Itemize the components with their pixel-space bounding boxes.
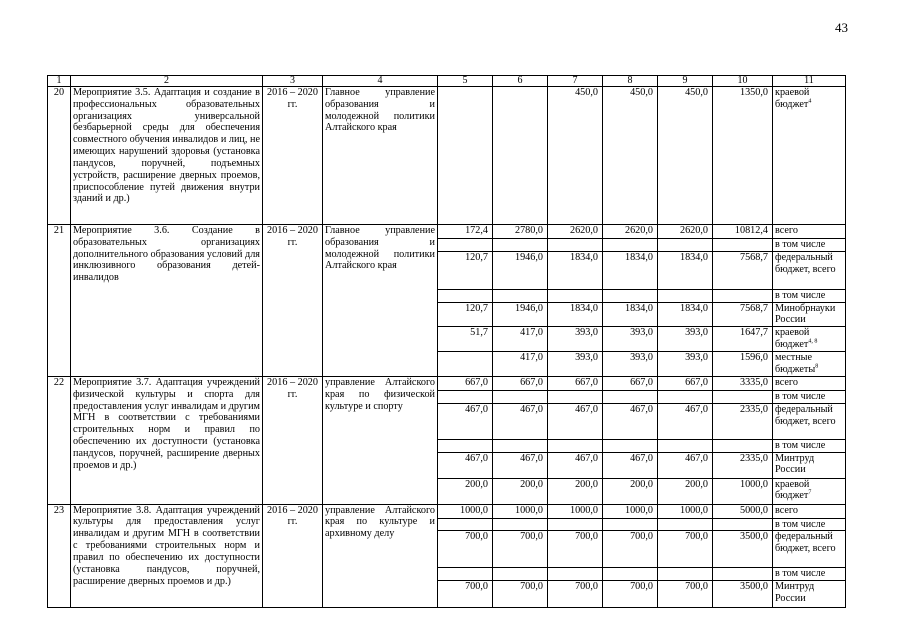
amount-cell: 7568,7	[713, 302, 773, 327]
funding-source	[773, 87, 846, 225]
amount-cell: 467,0	[438, 403, 493, 439]
amount-cell: 1834,0	[658, 251, 713, 289]
amount-cell	[713, 239, 773, 252]
period: 2016 – 2020 гг.	[263, 87, 323, 225]
funding-source	[773, 352, 846, 377]
amount-cell: 667,0	[438, 376, 493, 390]
amount-cell	[603, 568, 658, 581]
funding-source-label: в том числе	[775, 239, 826, 250]
amount-cell	[548, 518, 603, 531]
measure-description: Мероприятие 3.5. Адаптация и создание в профессиональных образовательных организациях универсальной безбарьерной среды для обеспечения совместного обучения инвалидов и лиц, не имеющих нарушений здоровья (установка пандусов, поручней, подъемных устройств, расширение дверных проемов, приспособление путей движения внутри зданий и др.)	[71, 87, 263, 225]
column-header: 11	[773, 76, 846, 87]
funding-source-label: в том числе	[775, 439, 826, 451]
amount-cell	[658, 439, 713, 452]
amount-cell	[493, 439, 548, 452]
amount-cell: 467,0	[603, 452, 658, 478]
table-row	[48, 504, 846, 518]
amount-cell	[548, 289, 603, 302]
amount-cell: 467,0	[493, 403, 548, 439]
amount-cell: 1000,0	[658, 504, 713, 518]
column-header: 1	[48, 76, 71, 87]
amount-cell	[438, 87, 493, 225]
amount-cell	[438, 518, 493, 531]
amount-cell: 2620,0	[603, 225, 658, 239]
amount-cell: 393,0	[603, 327, 658, 352]
funding-source	[773, 376, 846, 390]
funding-source-label: всего	[775, 504, 798, 516]
amount-cell: 467,0	[438, 452, 493, 478]
amount-cell: 1946,0	[493, 251, 548, 289]
amount-cell: 1647,7	[713, 327, 773, 352]
amount-cell: 667,0	[548, 376, 603, 390]
amount-cell	[713, 390, 773, 403]
amount-cell	[548, 439, 603, 452]
funding-source-label: Минтруд России	[775, 452, 815, 476]
funding-source	[773, 302, 846, 327]
amount-cell	[438, 352, 493, 377]
amount-cell: 200,0	[658, 478, 713, 504]
amount-cell: 467,0	[658, 452, 713, 478]
amount-cell	[713, 289, 773, 302]
amount-cell: 120,7	[438, 302, 493, 327]
funding-source-label: федеральный бюджет, всего	[775, 531, 836, 555]
funding-source-label: федеральный бюджет, всего	[775, 251, 836, 275]
amount-cell: 172,4	[438, 225, 493, 239]
amount-cell	[438, 289, 493, 302]
amount-cell	[493, 289, 548, 302]
amount-cell: 700,0	[603, 531, 658, 568]
amount-cell: 1000,0	[713, 478, 773, 504]
amount-cell: 467,0	[548, 403, 603, 439]
amount-cell: 667,0	[493, 376, 548, 390]
amount-cell	[713, 518, 773, 531]
amount-cell: 1834,0	[548, 251, 603, 289]
amount-cell: 10812,4	[713, 225, 773, 239]
amount-cell: 700,0	[548, 531, 603, 568]
amount-cell	[438, 568, 493, 581]
row-number: 20	[48, 87, 71, 225]
amount-cell: 3500,0	[713, 531, 773, 568]
funding-source	[773, 518, 846, 531]
amount-cell: 700,0	[438, 531, 493, 568]
funding-source-label: местные бюджеты	[775, 352, 816, 376]
amount-cell: 700,0	[493, 581, 548, 608]
funding-source	[773, 581, 846, 608]
amount-cell: 2335,0	[713, 452, 773, 478]
amount-cell: 200,0	[438, 478, 493, 504]
header-row	[48, 76, 846, 87]
amount-cell: 393,0	[548, 327, 603, 352]
program-table	[47, 75, 846, 608]
amount-cell	[603, 289, 658, 302]
amount-cell	[548, 390, 603, 403]
amount-cell: 1946,0	[493, 302, 548, 327]
executor: Главное управление образования и молодежной политики Алтайского края	[323, 87, 438, 225]
amount-cell: 1000,0	[493, 504, 548, 518]
column-header: 10	[713, 76, 773, 87]
funding-source	[773, 289, 846, 302]
period: 2016 – 2020 гг.	[263, 376, 323, 504]
footnote-marker: 8	[815, 363, 819, 370]
amount-cell	[493, 87, 548, 225]
footnote-marker: 4, 8	[808, 338, 818, 345]
amount-cell: 1834,0	[658, 302, 713, 327]
amount-cell: 1000,0	[603, 504, 658, 518]
amount-cell	[493, 390, 548, 403]
measure-description: Мероприятие 3.8. Адаптация учреждений культуры для предоставления услуг инвалидам и другим МГН в соответствии с требованиями строительных норм и правил по обеспечению их доступности (установка пандусов, поручней, расширение дверных проемов и др.)	[71, 504, 263, 608]
amount-cell	[493, 518, 548, 531]
column-header: 8	[603, 76, 658, 87]
amount-cell: 5000,0	[713, 504, 773, 518]
amount-cell	[548, 239, 603, 252]
amount-cell: 393,0	[658, 327, 713, 352]
funding-source-label: Минтруд России	[775, 581, 815, 605]
amount-cell: 450,0	[548, 87, 603, 225]
funding-source	[773, 390, 846, 403]
amount-cell	[658, 390, 713, 403]
funding-source	[773, 225, 846, 239]
column-header: 3	[263, 76, 323, 87]
amount-cell	[438, 390, 493, 403]
funding-source-label: федеральный бюджет, всего	[775, 403, 836, 427]
funding-source	[773, 478, 846, 504]
amount-cell: 700,0	[493, 531, 548, 568]
amount-cell: 417,0	[493, 352, 548, 377]
amount-cell	[603, 518, 658, 531]
funding-source	[773, 403, 846, 439]
amount-cell: 450,0	[603, 87, 658, 225]
amount-cell: 467,0	[603, 403, 658, 439]
amount-cell	[603, 439, 658, 452]
amount-cell: 1596,0	[713, 352, 773, 377]
amount-cell	[603, 239, 658, 252]
funding-source-label: в том числе	[775, 518, 826, 530]
funding-source	[773, 251, 846, 289]
executor: управление Алтайского края по физической культуре и спорту	[323, 376, 438, 504]
column-header: 4	[323, 76, 438, 87]
amount-cell: 700,0	[658, 531, 713, 568]
funding-source-label: всего	[775, 225, 798, 236]
executor: Главное управление образования и молодежной политики Алтайского края	[323, 225, 438, 377]
funding-source-label: в том числе	[775, 390, 826, 402]
amount-cell: 1000,0	[438, 504, 493, 518]
amount-cell: 1834,0	[548, 302, 603, 327]
amount-cell: 2335,0	[713, 403, 773, 439]
amount-cell: 393,0	[603, 352, 658, 377]
amount-cell: 700,0	[548, 581, 603, 608]
amount-cell	[658, 239, 713, 252]
amount-cell: 2620,0	[658, 225, 713, 239]
amount-cell	[493, 568, 548, 581]
amount-cell	[713, 439, 773, 452]
amount-cell: 467,0	[658, 403, 713, 439]
amount-cell	[658, 518, 713, 531]
period: 2016 – 2020 гг.	[263, 225, 323, 377]
funding-source-label: всего	[775, 376, 798, 388]
amount-cell: 700,0	[658, 581, 713, 608]
amount-cell: 467,0	[548, 452, 603, 478]
column-header: 6	[493, 76, 548, 87]
amount-cell: 51,7	[438, 327, 493, 352]
amount-cell: 200,0	[603, 478, 658, 504]
table-row	[48, 87, 846, 225]
amount-cell	[438, 439, 493, 452]
measure-description: Мероприятие 3.7. Адаптация учреждений физической культуры и спорта для предоставления услуг инвалидам и другим МГН в соответствии с требованиями строительных норм и правил по обеспечению их доступности (установка пандусов, поручней, расширение дверных проемов и др.)	[71, 376, 263, 504]
amount-cell: 393,0	[658, 352, 713, 377]
amount-cell: 200,0	[548, 478, 603, 504]
amount-cell: 667,0	[603, 376, 658, 390]
footnote-marker: 7	[808, 490, 812, 497]
page-number: 43	[835, 20, 848, 35]
amount-cell: 417,0	[493, 327, 548, 352]
amount-cell	[603, 390, 658, 403]
funding-source-label: краевой бюджет	[775, 478, 810, 502]
amount-cell	[658, 289, 713, 302]
amount-cell: 467,0	[493, 452, 548, 478]
funding-source	[773, 239, 846, 252]
funding-source-label: в том числе	[775, 568, 826, 580]
row-number: 23	[48, 504, 71, 608]
amount-cell: 393,0	[548, 352, 603, 377]
amount-cell: 3500,0	[713, 581, 773, 608]
amount-cell: 120,7	[438, 251, 493, 289]
amount-cell: 700,0	[438, 581, 493, 608]
period: 2016 – 2020 гг.	[263, 504, 323, 608]
amount-cell: 7568,7	[713, 251, 773, 289]
column-header: 7	[548, 76, 603, 87]
amount-cell: 3335,0	[713, 376, 773, 390]
amount-cell: 2620,0	[548, 225, 603, 239]
funding-source	[773, 452, 846, 478]
column-header: 5	[438, 76, 493, 87]
funding-source-label: краевой бюджет	[775, 87, 810, 110]
funding-source	[773, 327, 846, 352]
funding-source	[773, 439, 846, 452]
row-number: 22	[48, 376, 71, 504]
executor: управление Алтайского края по культуре и архивному делу	[323, 504, 438, 608]
amount-cell	[713, 568, 773, 581]
amount-cell	[548, 568, 603, 581]
amount-cell: 1000,0	[548, 504, 603, 518]
amount-cell: 2780,0	[493, 225, 548, 239]
funding-source-label: краевой бюджет	[775, 327, 810, 351]
amount-cell	[493, 239, 548, 252]
column-header: 2	[71, 76, 263, 87]
funding-source-label: Минобрнауки России	[775, 302, 836, 326]
amount-cell: 1834,0	[603, 251, 658, 289]
amount-cell: 700,0	[603, 581, 658, 608]
row-number: 21	[48, 225, 71, 377]
funding-source	[773, 568, 846, 581]
funding-source	[773, 531, 846, 568]
amount-cell: 200,0	[493, 478, 548, 504]
amount-cell: 450,0	[658, 87, 713, 225]
funding-source	[773, 504, 846, 518]
table-row	[48, 225, 846, 239]
measure-description: Мероприятие 3.6. Создание в образовательных организациях дополнительного образования условий для инклюзивного образования детей-инвалидов	[71, 225, 263, 377]
table-row	[48, 376, 846, 390]
funding-source-label: в том числе	[775, 289, 826, 301]
column-header: 9	[658, 76, 713, 87]
amount-cell: 1834,0	[603, 302, 658, 327]
amount-cell: 1350,0	[713, 87, 773, 225]
footnote-marker: 4	[808, 98, 812, 105]
amount-cell	[438, 239, 493, 252]
amount-cell: 667,0	[658, 376, 713, 390]
amount-cell	[658, 568, 713, 581]
